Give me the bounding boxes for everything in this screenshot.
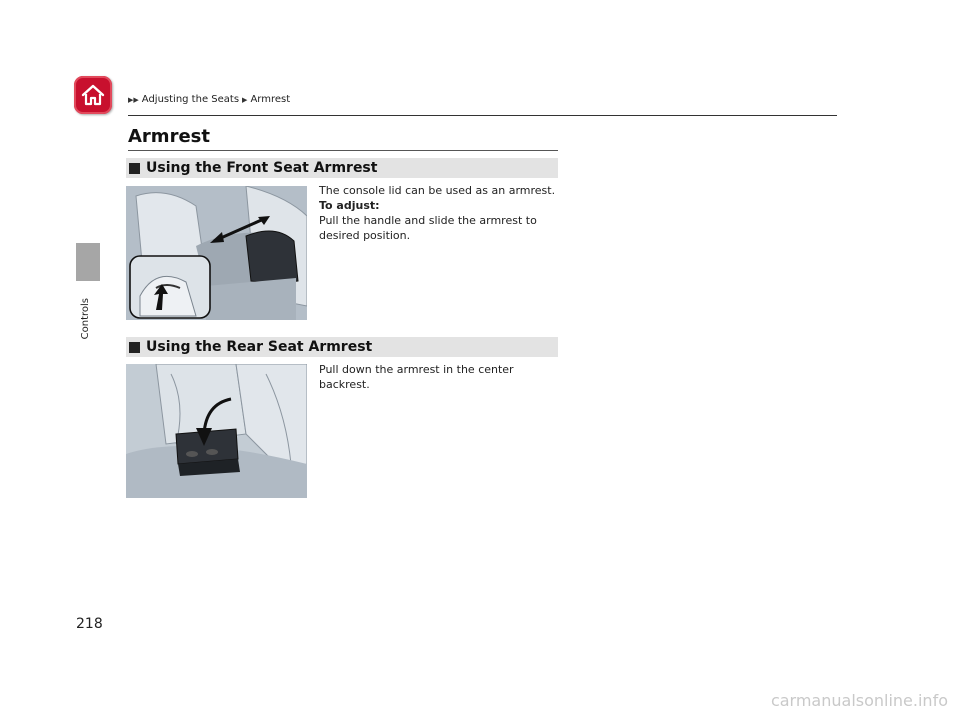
home-button[interactable] (74, 76, 112, 114)
rear-armrest-image (126, 364, 307, 498)
page-number: 218 (76, 616, 103, 632)
rear-armrest-illustration (126, 364, 307, 498)
section-heading-rear (126, 337, 558, 357)
header-divider (128, 115, 837, 116)
square-bullet-icon (129, 163, 140, 174)
breadcrumb-item[interactable]: Armrest (250, 94, 291, 105)
breadcrumb-item[interactable]: Adjusting the Seats (141, 94, 240, 105)
front-armrest-illustration (126, 186, 307, 320)
home-icon (80, 83, 106, 107)
square-bullet-icon (129, 342, 140, 353)
paragraph: Pull the handle and slide the armrest to (319, 214, 537, 227)
breadcrumb (128, 94, 290, 105)
page-title: Armrest (128, 126, 210, 147)
breadcrumb-arrow-icon: ▶ (242, 95, 248, 104)
title-divider (128, 150, 558, 151)
paragraph: The console lid can be used as an armrest. (319, 184, 556, 197)
rear-armrest-description (319, 362, 559, 392)
paragraph: Pull down the armrest in the center backrest. (319, 363, 514, 391)
watermark: carmanualsonline.info (770, 691, 948, 710)
front-armrest-image (126, 186, 307, 320)
section-heading-text: Using the Front Seat Armrest (146, 160, 378, 176)
section-heading-front (126, 158, 558, 178)
section-heading-text: Using the Rear Seat Armrest (146, 339, 373, 355)
breadcrumb-arrow-icon: ▶▶ (128, 95, 139, 104)
sidebar-label: Controls (80, 298, 91, 340)
paragraph: desired position. (319, 229, 411, 242)
sidebar-tab (76, 243, 100, 281)
front-armrest-description (319, 183, 559, 243)
paragraph-label: To adjust: (319, 199, 380, 212)
